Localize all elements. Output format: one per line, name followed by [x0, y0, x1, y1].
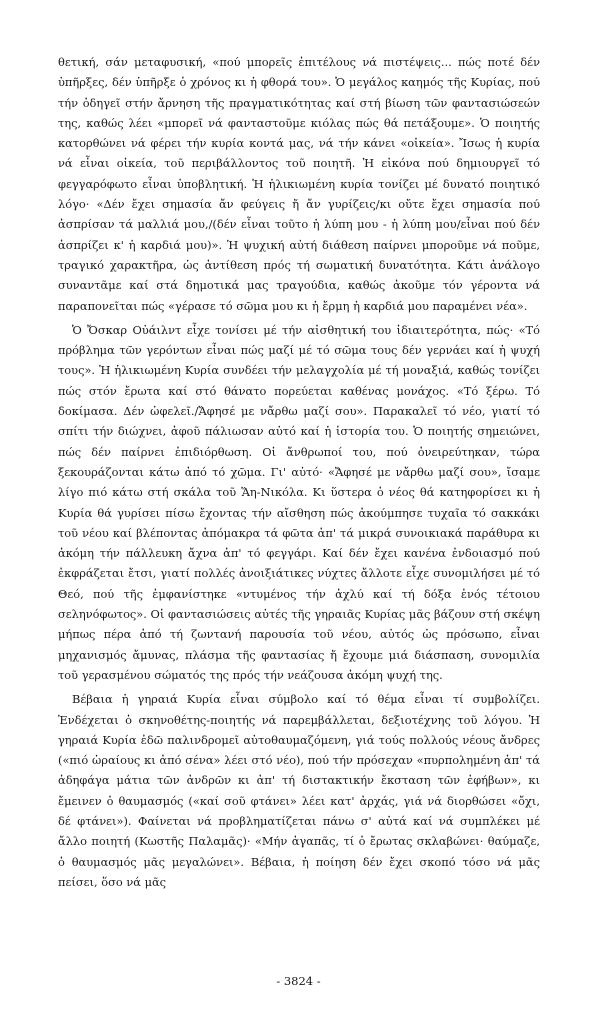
paragraph-2: Ὁ Ὄσκαρ Οὐάιλντ εἶχε τονίσει μέ τήν αἰσθητική του ἰδιαιτερότητα, πώς· «Τό πρόβλημα τῶν γερόντων εἶναι πώς μαζί μέ τό σῶμα τους δέν γερνάει καί ἡ ψυχή τους». Ἡ ἡλικιωμένη Κυρία συνδέει τήν μελαγχολία μέ τή μοναξιά, καθώς τονίζει πώς στόν ἔρωτα καί στό θάνατο πορεύεται καθένας μονάχος. «Τό ξέρω. Τό δοκίμασα. Δέν ὠφελεῖ./Ἄφησέ με νἄρθω μαζί σου». Παρακαλεῖ τό νέο, γιατί τό σπίτι τήν διώχνει, ἀφοῦ πάλιωσαν αὐτό καί ἡ ἱστορία του. Ὁ ποιητής σημειώνει, πώς δέν παίρνει ἐπιδιόρθωση. Οἱ ἄνθρωποί του, πού ὀνειρεύτηκαν, τώρα ξεκουράζονται κάτω ἀπό τό χῶμα. Γι' αὐτό· «Ἄφησέ με νἄρθω μαζί σου», ἴσαμε λίγο πιό κάτω στή σκάλα τοῦ Ἅη-Νικόλα. Κι ὕστερα ὁ νέος θά κατηφορίσει κι ἡ Κυρία θά γυρίσει πίσω ἔχοντας τήν αἴσθηση πώς ἀκούμπησε τυχαῖα τό σακκάκι τοῦ νέου καί βλέποντας ἀπόμακρα τά φῶτα ἀπ' τά μικρά συνοικιακά παράθυρα κι ἀκόμη τήν πάλλευκη ἄχνα ἀπ' τό φεγγάρι. Καί δέν ἔχει κανένα ἐνδοιασμό πού ἐκφράζεται ἔτσι, γιατί πολλές ἀνοιξιάτικες νύχτες ἄλλοτε εἶχε συνομιλήσει μέ τό Θεό, πού τῆς ἐμφανίστηκε «ντυμένος τήν ἀχλύ καί τή δόξα ἑνός τέτοιου σεληνόφωτος». Οἱ φαντασιώσεις αὐτές τῆς γηραιᾶς Κυρίας μᾶς βάζουν στή σκέψη μήπως πέρα ἀπό τή ζωντανή παρουσία τοῦ νέου, αὐτός ὡς πρόσωπο, εἶναι μηχανισμός ἄμυνας, πλάσμα τῆς φαντασίας ἤ ἔχουμε μιά διάσπαση, συνομιλία τοῦ γερασμένου σώματός της πρός τήν νεάζουσα ἀκόμη ψυχή της. — [58, 322, 540, 682]
page-number: - 3824 - — [276, 974, 321, 988]
page-body — [58, 52, 540, 892]
paragraph-3: Βέβαια ἡ γηραιά Κυρία εἶναι σύμβολο καί τό θέμα εἶναι τί συμβολίζει. Ἐνδέχεται ὁ σκηνοθέτης-ποιητής νά παρεμβάλλεται, δεξιοτέχνης τοῦ λόγου. Ἡ γηραιά Κυρία ἐδῶ παλινδρομεῖ αὐτοθαυμαζόμενη, γιά τούς πολλούς νέους ἄνδρες («πιό ὡραίους κι ἀπό σένα» λέει στό νέο), πού τήν πρόσεχαν «πυρπολημένη ἀπ' τά ἀδηφάγα μάτια τῶν ἀνδρῶν κι ἀπ' τή διστακτικήν ἔκσταση τῶν ἐφήβων», κι ἔμεινεν ὁ θαυμασμός («καί σοῦ φτάνει» λέει κατ' ἀρχάς, γιά νά διορθώσει «ὄχι, δέ φτάνει»). Φαίνεται νά προβληματίζεται πάνω σ' αὐτά καί νά συμπλέκει μέ ἄλλο ποιητή (Κωστῆς Παλαμᾶς)· «Μήν ἀγαπᾶς, τί ὁ ἔρωτας σκλαβώνει· θαύμαζε, ὁ θαυμασμός μᾶς μεγαλώνει». Βέβαια, ἡ ποίηση δέν ἔχει σκοπό τόσο νά μᾶς πείσει, ὅσο νά μᾶς — [58, 692, 540, 889]
paragraph-1: θετική, σάν μεταφυσική, «πού μπορεῖς ἐπιτέλους νά πιστέψεις... πώς ποτέ δέν ὑπῆρξες, δέν ὑπῆρξε ὁ χρόνος κι ἡ φθορά του». Ὁ μεγάλος καημός τῆς Κυρίας, πού τήν ὁδηγεῖ στήν ἄρνηση τῆς πραγματικότητας καί στή βίωση τῶν φαντασιώσεών της, καθώς λέει «μπορεῖ νά φανταστοῦμε κιόλας πώς θά πετάξουμε». Ὁ ποιητής κατορθώνει νά φέρει τήν κυρία κοντά μας, νά τήν κάνει «οἰκεία». Ἴσως ἡ κυρία νά εἶναι οἰκεία, τοῦ περιβάλλοντος τοῦ ποιητῆ. Ἡ εἰκόνα πού δημιουργεῖ τό φεγγαρόφωτο εἶναι ὑποβλητική. Ἡ ἡλικιωμένη κυρία τονίζει μέ δυνατό ποιητικό λόγο· «Δέν ἔχει σημασία ἄν φεύγεις ἤ ἄν γυρίζεις/κι οὔτε ἔχει σημασία πού ἀσπρίσαν τά μαλλιά μου,/(δέν εἶναι τοῦτο ἡ λύπη μου - ἡ λύπη μου/εἶναι πού δέν ἀσπρίζει κ' ἡ καρδιά μου)». Ἡ ψυχική αὐτή διάθεση παίρνει μποροῦμε νά ποῦμε, τραγικό χαρακτῆρα, ὡς ἀντίθεση πρός τή σωματική δυνατότητα. Κάτι ἀνάλογο συναντᾶμε καί στά δημοτικά μας τραγούδια, καθώς ἀκοῦμε τόν γέροντα νά παραπονεῖται πώς «γέρασε τό σῶμα μου κι ἡ ἔρμη ἡ καρδιά μου παραμένει νέα». — [58, 55, 540, 313]
